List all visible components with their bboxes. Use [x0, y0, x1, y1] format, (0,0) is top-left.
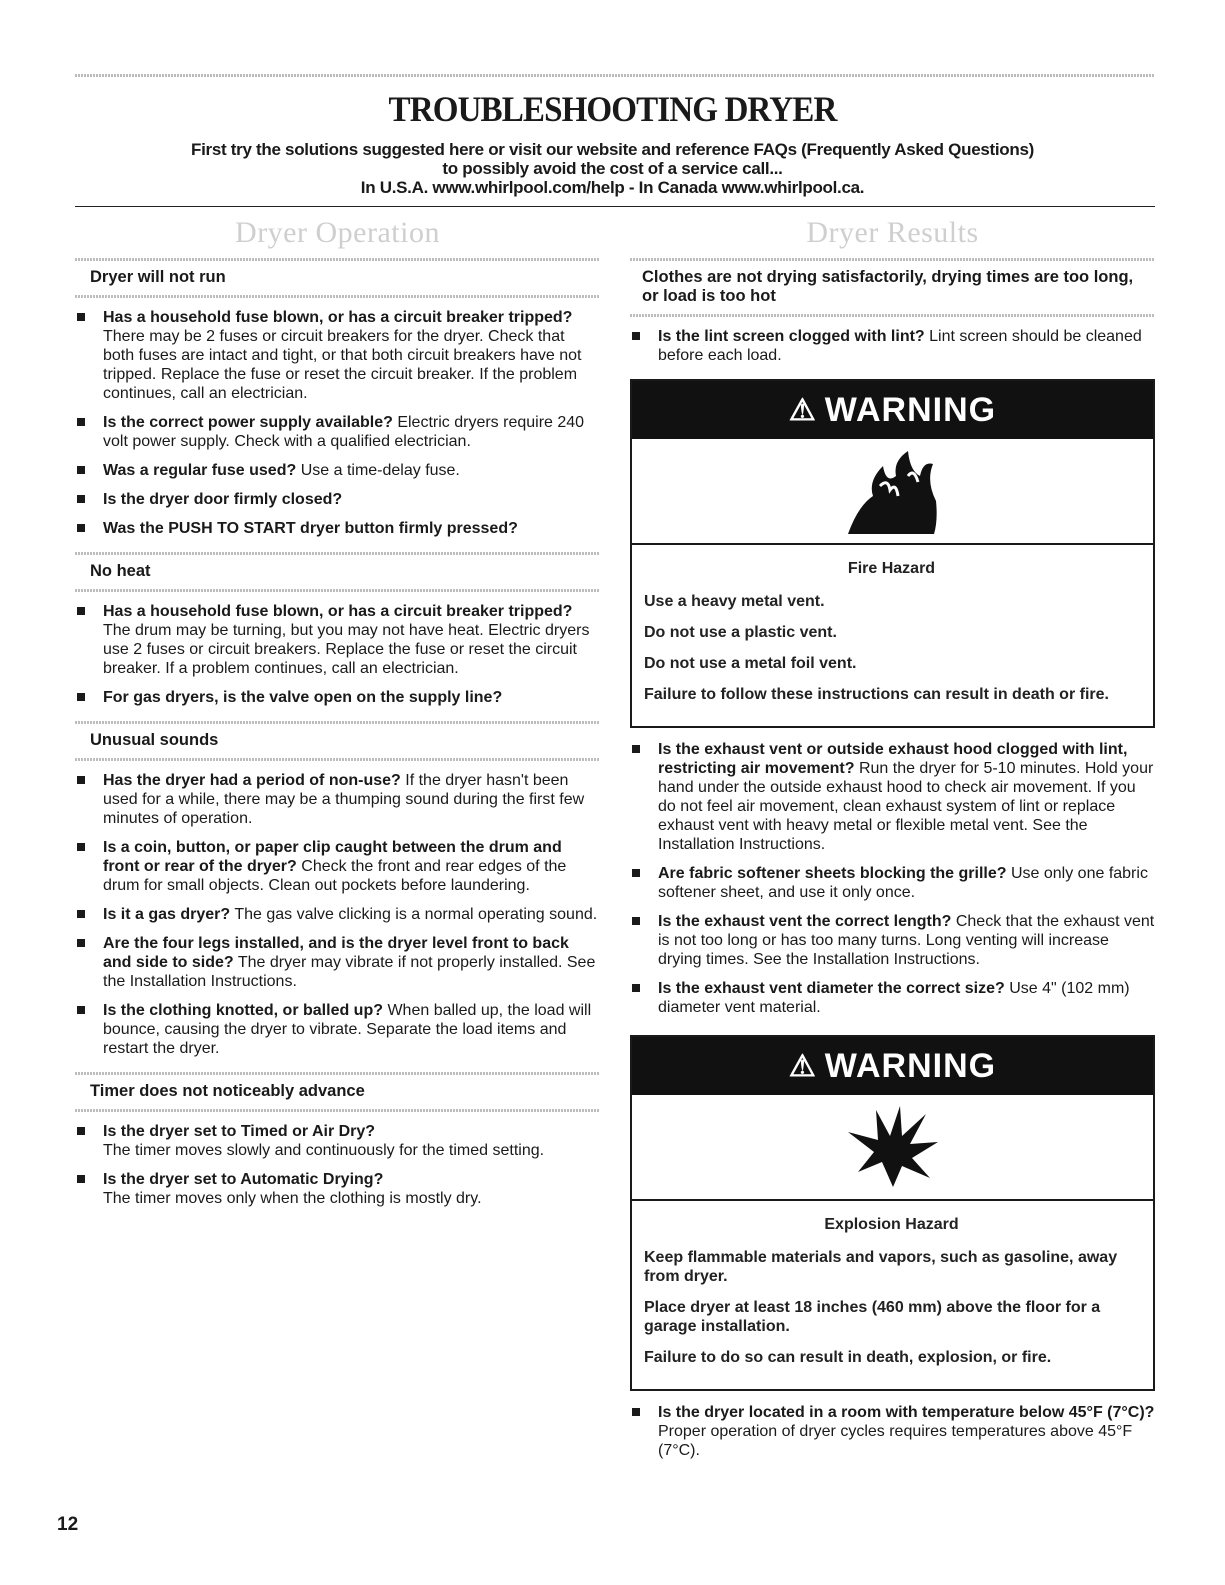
section-title: No heat [75, 552, 600, 592]
list-item [630, 740, 1155, 854]
answer-text: The timer moves slowly and continuously for the timed setting. [103, 1142, 545, 1159]
question-text: Is the dryer set to Automatic Drying? [103, 1171, 384, 1188]
question-text: For gas dryers, is the valve open on the supply line? [103, 689, 503, 706]
list-item [75, 308, 600, 403]
page-title: TROUBLESHOOTING DRYER [388, 89, 837, 129]
answer-text: Check the front and rear edges of the drum for small objects. Clean out pockets before laundering. [103, 858, 567, 894]
list-item [630, 979, 1155, 1017]
item-list [75, 771, 600, 1058]
fire-warning-box [630, 379, 1155, 728]
question-text: Is the exhaust vent the correct length? [658, 913, 952, 930]
item-list [75, 308, 600, 538]
list-item [630, 864, 1155, 902]
question-text: Is the dryer located in a room with temperature below 45°F (7°C)? [658, 1404, 1155, 1421]
warning-line: Place dryer at least 18 inches (460 mm) above the floor for a garage installation. [644, 1299, 1101, 1335]
list-item [630, 912, 1155, 969]
question-text: Is the exhaust vent or outside exhaust hood clogged with lint, restricting air movement? [658, 741, 1128, 777]
intro-line-2: to possibly avoid the cost of a service call... [442, 159, 783, 178]
list-item [75, 905, 600, 924]
dryer-results-column [630, 210, 1155, 1474]
answer-text: There may be 2 fuses or circuit breakers for the dryer. Check that both fuses are intact and tight, or that both circuit breakers have not tripped. Replace the fuse or reset the circuit breaker. If the problem continues, call an electrician. [103, 328, 582, 402]
answer-text: When balled up, the load will bounce, causing the dryer to vibrate. Separate the load items and restart the dryer. [103, 1002, 592, 1057]
section-title: Dryer will not run [75, 258, 600, 298]
question-text: Are fabric softener sheets blocking the grille? [658, 865, 1007, 882]
top-rule [75, 74, 1155, 77]
intro [0, 140, 1225, 197]
warning-banner-label: WARNING [824, 1046, 997, 1085]
warning-line: Failure to do so can result in death, explosion, or fire. [644, 1349, 1052, 1366]
list-item [75, 1122, 600, 1160]
question-text: Has the dryer had a period of non-use? [103, 772, 401, 789]
item-list [75, 602, 600, 707]
dryer-results-heading: Dryer Results [806, 216, 979, 249]
answer-text: The drum may be turning, but you may not have heat. Electric dryers use 2 fuses or circuit breakers. Replace the fuse or reset the circuit breaker. If a problem continues, call an electrician. [103, 622, 590, 677]
answer-text: Proper operation of dryer cycles requires temperatures above 45°F (7°C). [658, 1423, 1133, 1459]
question-text: Is the clothing knotted, or balled up? [103, 1002, 383, 1019]
question-text: Has a household fuse blown, or has a circuit breaker tripped? [103, 603, 573, 620]
hazard-title: Fire Hazard [847, 560, 936, 577]
warning-line: Do not use a plastic vent. [644, 624, 837, 641]
question-text: Is the dryer set to Timed or Air Dry? [103, 1123, 376, 1140]
warning-line: Keep flammable materials and vapors, such as gasoline, away from dryer. [644, 1249, 1118, 1285]
answer-text: The timer moves only when the clothing is mostly dry. [103, 1190, 482, 1207]
list-item [75, 1001, 600, 1058]
warning-banner [632, 381, 1153, 439]
warning-banner [632, 1037, 1153, 1095]
answer-text: The gas valve clicking is a normal operating sound. [230, 906, 598, 923]
list-item [75, 1170, 600, 1208]
question-text: Was the PUSH TO START dryer button firmly pressed? [103, 520, 518, 537]
list-item [75, 838, 600, 895]
warning-triangle-icon: ⚠ [788, 393, 817, 427]
answer-text: Check that the exhaust vent is not too long or has too many turns. Long venting will increase drying times. See the Installation Instructions. [658, 913, 1155, 968]
question-text: Was a regular fuse used? [103, 462, 297, 479]
list-item [630, 327, 1155, 365]
warning-line: Do not use a metal foil vent. [644, 655, 857, 672]
list-item [630, 1403, 1155, 1460]
list-item [75, 602, 600, 678]
question-text: Is the lint screen clogged with lint? [658, 328, 925, 345]
question-text: Is the exhaust vent diameter the correct size? [658, 980, 1005, 997]
fire-icon [632, 439, 1153, 545]
answer-text: Use 4" (102 mm) diameter vent material. [658, 980, 1130, 1016]
list-item [75, 771, 600, 828]
warning-body [632, 545, 1153, 726]
item-list [75, 1122, 600, 1208]
explosion-icon [632, 1095, 1153, 1201]
answer-text: Electric dryers require 240 volt power supply. Check with a qualified electrician. [103, 414, 585, 450]
question-text: Has a household fuse blown, or has a circuit breaker tripped? [103, 309, 573, 326]
intro-line-3: In U.S.A. www.whirlpool.com/help - In Canada www.whirlpool.ca. [360, 178, 865, 197]
warning-line: Use a heavy metal vent. [644, 593, 825, 610]
list-item [75, 934, 600, 991]
question-text: Are the four legs installed, and is the dryer level front to back and side to side? [103, 935, 569, 971]
question-text: Is it a gas dryer? [103, 906, 231, 923]
list-item [75, 413, 600, 451]
answer-text: Lint screen should be cleaned before each load. [658, 328, 1142, 364]
answer-text: Use a time-delay fuse. [296, 462, 460, 479]
section-title: Unusual sounds [75, 721, 600, 761]
answer-text: The dryer may vibrate if not properly installed. See the Installation Instructions. [103, 954, 596, 990]
hazard-title: Explosion Hazard [824, 1216, 959, 1233]
warning-body [632, 1201, 1153, 1389]
answer-text: Run the dryer for 5-10 minutes. Hold your hand under the outside exhaust hood to check air movement. If you do not feel air movement, clean exhaust system of lint or replace exhaust vent with heavy metal or flexible metal vent. See the Installation Instructions. [658, 760, 1154, 853]
list-item [75, 461, 600, 480]
item-list [630, 327, 1155, 365]
list-item [75, 490, 600, 509]
question-text: Is a coin, button, or paper clip caught between the drum and front or rear of the dryer? [103, 839, 562, 875]
intro-line-1: First try the solutions suggested here or visit our website and reference FAQs (Frequently Asked Questions) [191, 140, 1034, 159]
header-rule [75, 206, 1155, 207]
answer-text: If the dryer hasn't been used for a while, there may be a thumping sound during the first few minutes of operation. [103, 772, 585, 827]
item-list [630, 1403, 1155, 1460]
section-title: Clothes are not drying satisfactorily, drying times are too long, or load is too hot [630, 258, 1155, 317]
dryer-operation-column [75, 210, 600, 1222]
warning-banner-label: WARNING [824, 390, 997, 429]
list-item [75, 519, 600, 538]
list-item [75, 688, 600, 707]
warning-line: Failure to follow these instructions can result in death or fire. [644, 686, 1109, 703]
warning-triangle-icon: ⚠ [788, 1049, 817, 1083]
explosion-warning-box [630, 1035, 1155, 1391]
question-text: Is the dryer door firmly closed? [103, 491, 343, 508]
answer-text: Use only one fabric softener sheet, and use it only once. [658, 865, 1148, 901]
section-title: Timer does not noticeably advance [75, 1072, 600, 1112]
dryer-operation-heading: Dryer Operation [235, 216, 440, 249]
page-number: 12 [57, 1514, 79, 1535]
item-list [630, 740, 1155, 1017]
question-text: Is the correct power supply available? [103, 414, 393, 431]
